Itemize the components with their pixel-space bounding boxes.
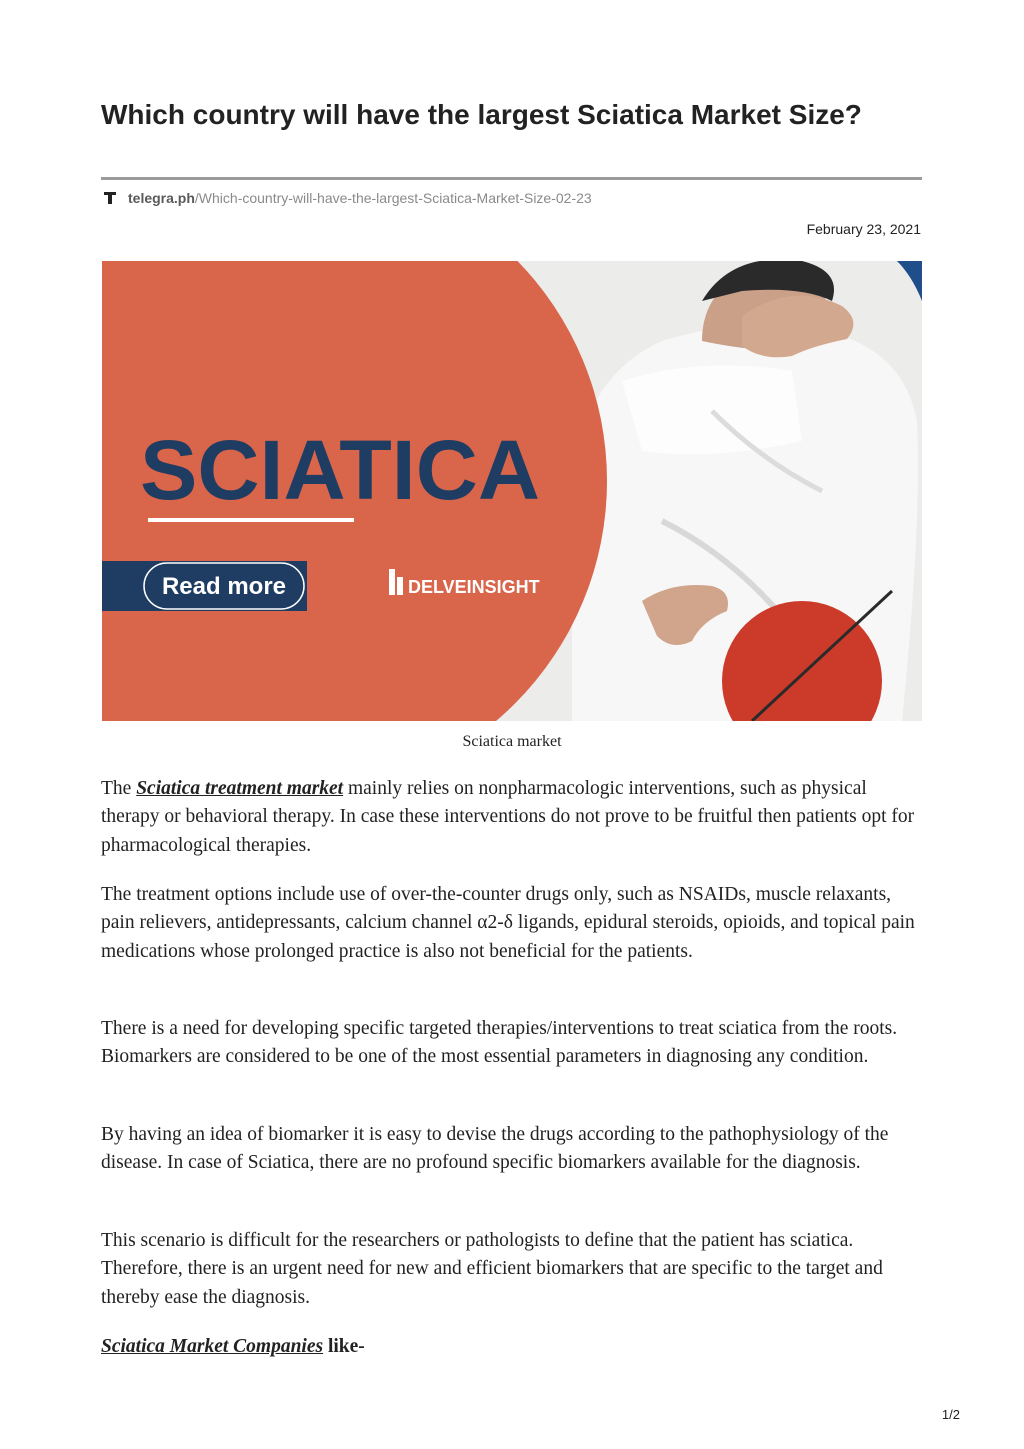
source-domain[interactable]: telegra.ph xyxy=(128,190,195,206)
sciatica-treatment-market-link[interactable]: Sciatica treatment market xyxy=(136,778,344,799)
publish-date: February 23, 2021 xyxy=(806,221,921,237)
page-title: Which country will have the largest Sciatica Market Size? xyxy=(101,99,862,130)
headline-underline xyxy=(148,518,354,522)
hero-headline: SCIATICA xyxy=(140,423,540,517)
read-more-label: Read more xyxy=(161,573,287,600)
sciatica-market-companies-link[interactable]: Sciatica Market Companies xyxy=(101,1336,324,1357)
paragraph-6-text: like- xyxy=(323,1336,365,1357)
read-more-button[interactable] xyxy=(144,563,304,609)
source-path[interactable]: /Which-country-will-have-the-largest-Sciatica-Market-Size-02-23 xyxy=(194,190,592,206)
image-caption: Sciatica market xyxy=(462,733,562,750)
paragraph-1 xyxy=(101,775,926,860)
brand-name: DELVEINSIGHT xyxy=(408,577,540,597)
paragraph-1-text: mainly relies on nonpharmacologic interventions, such as physical therapy or behavioral therapy. In case these interventions do not prove to be fruitful then patients opt for pharmacological therapies. xyxy=(101,778,915,856)
paragraph-6 xyxy=(101,1333,926,1361)
hero-image xyxy=(102,261,922,721)
title-divider xyxy=(101,177,922,180)
paragraph-5: This scenario is difficult for the researchers or pathologists to define that the patient has sciatica. Therefore, there is an urgent need for new and efficient biomarkers that are specific to the target and thereby ease the diagnosis. xyxy=(101,1230,883,1308)
paragraph-4: By having an idea of biomarker it is easy to devise the drugs according to the pathophysiology of the disease. In case of Sciatica, there are no profound specific biomarkers available for the diagnosis. xyxy=(101,1124,889,1174)
paragraph-2: The treatment options include use of over-the-counter drugs only, such as NSAIDs, muscle relaxants, pain relievers, antidepressants, calcium channel α2-δ ligands, epidural steroids, opioids, and topical pain medications whose prolonged practice is also not beneficial for the patients. xyxy=(101,884,915,962)
page-number: 1/2 xyxy=(941,1407,960,1422)
paragraph-3: There is a need for developing specific targeted therapies/interventions to treat sciatica from the roots. Biomarkers are considered to be one of the most essential parameters in diagnosing any condition. xyxy=(101,1018,898,1068)
telegraph-logo-icon xyxy=(101,189,121,207)
paragraph-1-prefix: The xyxy=(101,778,137,799)
source-line[interactable] xyxy=(101,189,592,207)
